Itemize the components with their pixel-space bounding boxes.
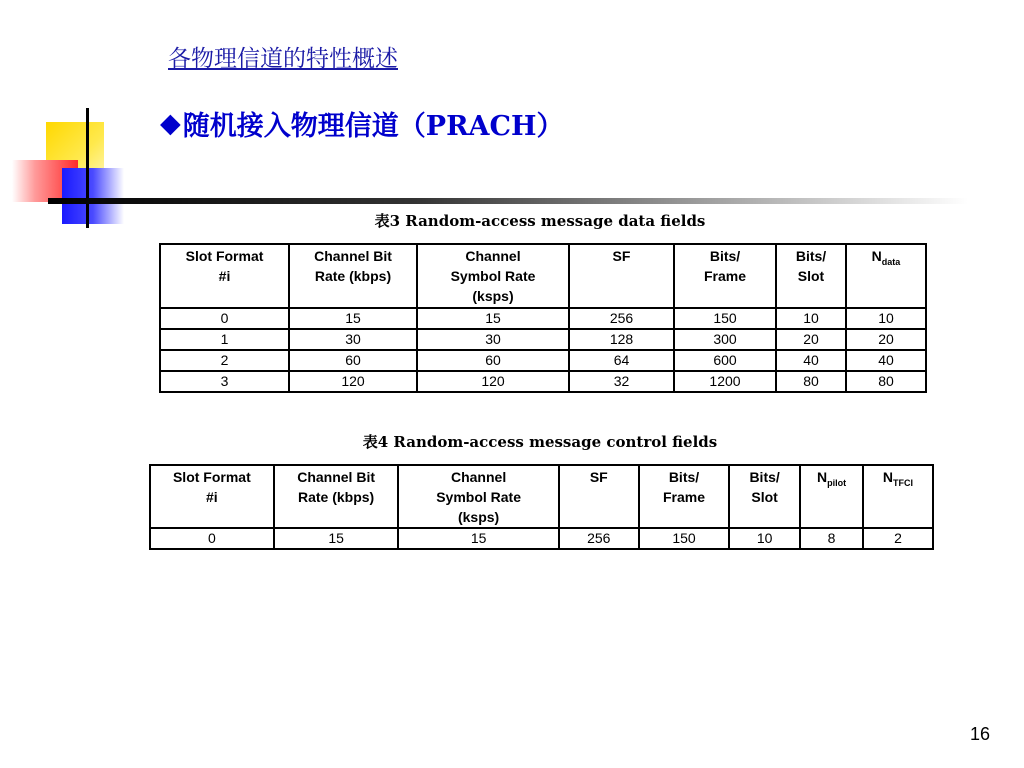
table-cell: 20 xyxy=(846,329,926,350)
header-bits-frame: Bits/ Frame xyxy=(674,244,776,308)
header-slot-format: Slot Format #i xyxy=(150,465,274,528)
table-cell: 600 xyxy=(674,350,776,371)
table-cell: 60 xyxy=(289,350,417,371)
table-cell: 120 xyxy=(417,371,569,392)
table-cell: 15 xyxy=(417,308,569,329)
table-row xyxy=(160,371,926,392)
table-cell: 30 xyxy=(417,329,569,350)
table-cell: 15 xyxy=(398,528,558,549)
decor-horizontal-rule xyxy=(48,198,968,204)
header-n-tfci: $N_{TFCI}$ xyxy=(863,465,933,528)
table-cell: 120 xyxy=(289,371,417,392)
table-cell: 30 xyxy=(289,329,417,350)
table-cell: 1 xyxy=(160,329,289,350)
header-sf: SF xyxy=(569,244,674,308)
header-n-pilot: $N_{pilot}$ xyxy=(800,465,863,528)
header-n-data: $N_{data}$ xyxy=(846,244,926,308)
table-cell: 0 xyxy=(150,528,274,549)
header-channel-bit-rate: Channel Bit Rate (kbps) xyxy=(289,244,417,308)
table-cell: 8 xyxy=(800,528,863,549)
diamond-bullet-icon: ◆ xyxy=(160,108,181,139)
table-cell: 20 xyxy=(776,329,846,350)
control-fields-table xyxy=(149,464,934,550)
table-cell: 15 xyxy=(289,308,417,329)
section-link-title[interactable]: 各物理信道的特性概述 xyxy=(168,46,398,72)
table-cell: 60 xyxy=(417,350,569,371)
header-bits-slot: Bits/ Slot xyxy=(729,465,800,528)
table-cell: 2 xyxy=(160,350,289,371)
page-number: 16 xyxy=(969,724,991,744)
table-cell: 0 xyxy=(160,308,289,329)
header-sf: SF xyxy=(559,465,639,528)
table-cell: 10 xyxy=(776,308,846,329)
table3-caption: 表3 Random-access message data fields xyxy=(374,212,706,230)
table-cell: 64 xyxy=(569,350,674,371)
table-header-row xyxy=(160,244,926,308)
table-cell: 1200 xyxy=(674,371,776,392)
table-cell: 128 xyxy=(569,329,674,350)
table-cell: 150 xyxy=(674,308,776,329)
header-channel-bit-rate: Channel Bit Rate (kbps) xyxy=(274,465,399,528)
data-fields-table xyxy=(159,243,927,393)
slide-heading xyxy=(160,104,563,143)
table-cell: 80 xyxy=(776,371,846,392)
table-cell: 2 xyxy=(863,528,933,549)
table-cell: 10 xyxy=(846,308,926,329)
table-header-row xyxy=(150,465,933,528)
table-row xyxy=(160,350,926,371)
table-cell: 256 xyxy=(559,528,639,549)
table-cell: 10 xyxy=(729,528,800,549)
slide-heading-text: 随机接入物理信道（PRACH） xyxy=(182,111,564,142)
table-cell: 256 xyxy=(569,308,674,329)
table-cell: 80 xyxy=(846,371,926,392)
table4-caption: 表4 Random-access message control fields xyxy=(362,433,718,451)
table-row xyxy=(160,329,926,350)
header-slot-format: Slot Format #i xyxy=(160,244,289,308)
table-cell: 40 xyxy=(846,350,926,371)
table-cell: 300 xyxy=(674,329,776,350)
table-cell: 3 xyxy=(160,371,289,392)
header-bits-frame: Bits/ Frame xyxy=(639,465,729,528)
table-row xyxy=(150,528,933,549)
header-channel-symbol-rate: Channel Symbol Rate (ksps) xyxy=(398,465,558,528)
header-channel-symbol-rate: Channel Symbol Rate (ksps) xyxy=(417,244,569,308)
table-cell: 15 xyxy=(274,528,399,549)
table-cell: 40 xyxy=(776,350,846,371)
table-cell: 150 xyxy=(639,528,729,549)
table-row xyxy=(160,308,926,329)
table-cell: 32 xyxy=(569,371,674,392)
header-bits-slot: Bits/ Slot xyxy=(776,244,846,308)
